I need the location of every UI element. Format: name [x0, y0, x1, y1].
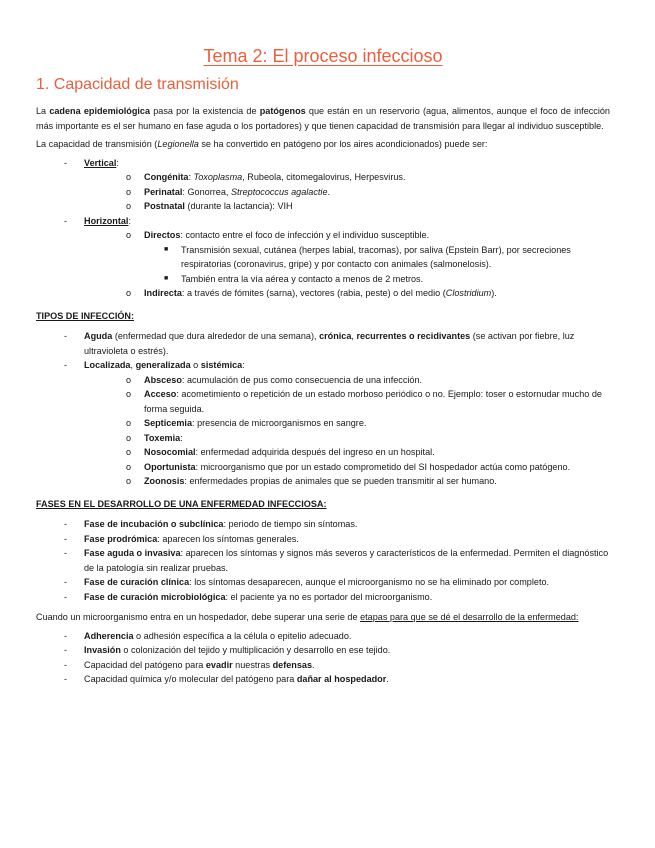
list-item-postnatal: o Postnatal (durante la lactancia): VIH: [126, 201, 293, 211]
fases-list: [36, 517, 610, 604]
list-item-invasion: - Invasión o colonización del tejido y multiplicación y desarrollo en ese tejido.: [64, 645, 391, 655]
list-item-zoonosis: o Zoonosis: enfermedades propias de animales que se pueden transmitir al ser humano.: [126, 476, 497, 486]
intro-paragraph: La cadena epidemiológica pasa por la existencia de patógenos que están en un reservorio (agua, alimentos, aunque el foco de infección más importante es el ser humano en fase aguda o los portadores) y que tienen capacidad de transmisión para llegar al individuo susceptible.: [36, 106, 610, 131]
list-item-acceso: o Acceso: acometimiento o repetición de un estado morboso periódico o no. Ejemplo: toser o estornudar mucho de forma seguida.: [126, 389, 602, 414]
list-item-indirecta: o Indirecta: a través de fómites (sarna), vectores (rabia, peste) o del medio (Clostridium).: [126, 288, 497, 298]
list-item-congenita: o Congénita: Toxoplasma, Rubeola, citomegalovirus, Herpesvirus.: [126, 172, 406, 182]
etapas-paragraph: Cuando un microorganismo entra en un hospedador, debe superar una serie de etapas para que se dé el desarrollo de la enfermedad:: [36, 612, 579, 622]
list-item-prodromica: - Fase prodrómica: aparecen los síntomas generales.: [64, 533, 299, 544]
list-item-curacion-clinica: - Fase de curación clínica: los síntomas desaparecen, aunque el microorganismo no se ha eliminado por completo.: [64, 577, 550, 587]
list-item-directos: o Directos: contacto entre el foco de infección y el individuo susceptible.: [126, 230, 430, 240]
tipos-heading: TIPOS DE INFECCIÓN:: [36, 310, 135, 321]
list-item-oportunista: o Oportunista: microorganismo que por un estado comprometido del SI hospedador actúa como patógeno.: [126, 461, 571, 472]
etapas-list: [36, 629, 610, 687]
fases-heading: FASES EN EL DESARROLLO DE UNA ENFERMEDAD INFECCIOSA:: [36, 498, 327, 509]
list-item-vertical: - Vertical:: [64, 157, 119, 168]
document-page: [36, 44, 610, 687]
list-item-via-aerea: ■ También entra la vía aérea y contacto a menos de 2 metros.: [164, 273, 424, 284]
tipos-list: [36, 329, 610, 489]
list-item-danar: - Capacidad química y/o molecular del patógeno para dañar al hospedador.: [64, 674, 389, 684]
list-item-nosocomial: o Nosocomial: enfermedad adquirida después del ingreso en un hospital.: [126, 447, 435, 457]
list-item-fase-aguda: - Fase aguda o invasiva: aparecen los síntomas y signos más severos y característicos de la enfermedad. Permiten el diagnóstico de la patología sin realizar pruebas.: [64, 548, 609, 573]
list-item-curacion-microbiologica: - Fase de curación microbiológica: el paciente ya no es portador del microorganismo.: [64, 591, 433, 602]
list-item-evadir: - Capacidad del patógeno para evadir nuestras defensas.: [64, 659, 315, 670]
transmision-list: [36, 156, 610, 301]
transmision-paragraph: La capacidad de transmisión (Legionella se ha convertido en patógeno por los aires acondicionados) puede ser:: [36, 139, 488, 149]
list-item-localizada: - Localizada, generalizada o sistémica:: [64, 360, 245, 370]
list-item-transmision-sexual: ■ Transmisión sexual, cutánea (herpes labial, tracomas), por saliva (Epstein Barr), por secreciones respiratorias (coronavirus, gripe) y por contacto con animales (salmonelosis).: [164, 244, 571, 269]
list-item-adherencia: - Adherencia o adhesión específica a la célula o epitelio adecuado.: [64, 630, 352, 641]
list-item-perinatal: o Perinatal: Gonorrea, Streptococcus agalactie.: [126, 186, 331, 197]
list-item-septicemia: o Septicemia: presencia de microorganismos en sangre.: [126, 418, 367, 428]
list-item-toxemia: o Toxemia:: [126, 432, 183, 443]
list-item-aguda: - Aguda (enfermedad que dura alrededor de una semana), crónica, recurrentes o recidivantes (se activan por fiebre, luz ultravioleta o estrés).: [64, 331, 575, 356]
list-item-horizontal: - Horizontal:: [64, 215, 131, 226]
page-title: Tema 2: El proceso infeccioso: [203, 46, 443, 66]
list-item-incubacion: - Fase de incubación o subclínica: periodo de tiempo sin síntomas.: [64, 519, 358, 529]
section-heading-capacidad: 1. Capacidad de transmisión: [36, 76, 239, 93]
list-item-absceso: o Absceso: acumulación de pus como consecuencia de una infección.: [126, 374, 423, 385]
